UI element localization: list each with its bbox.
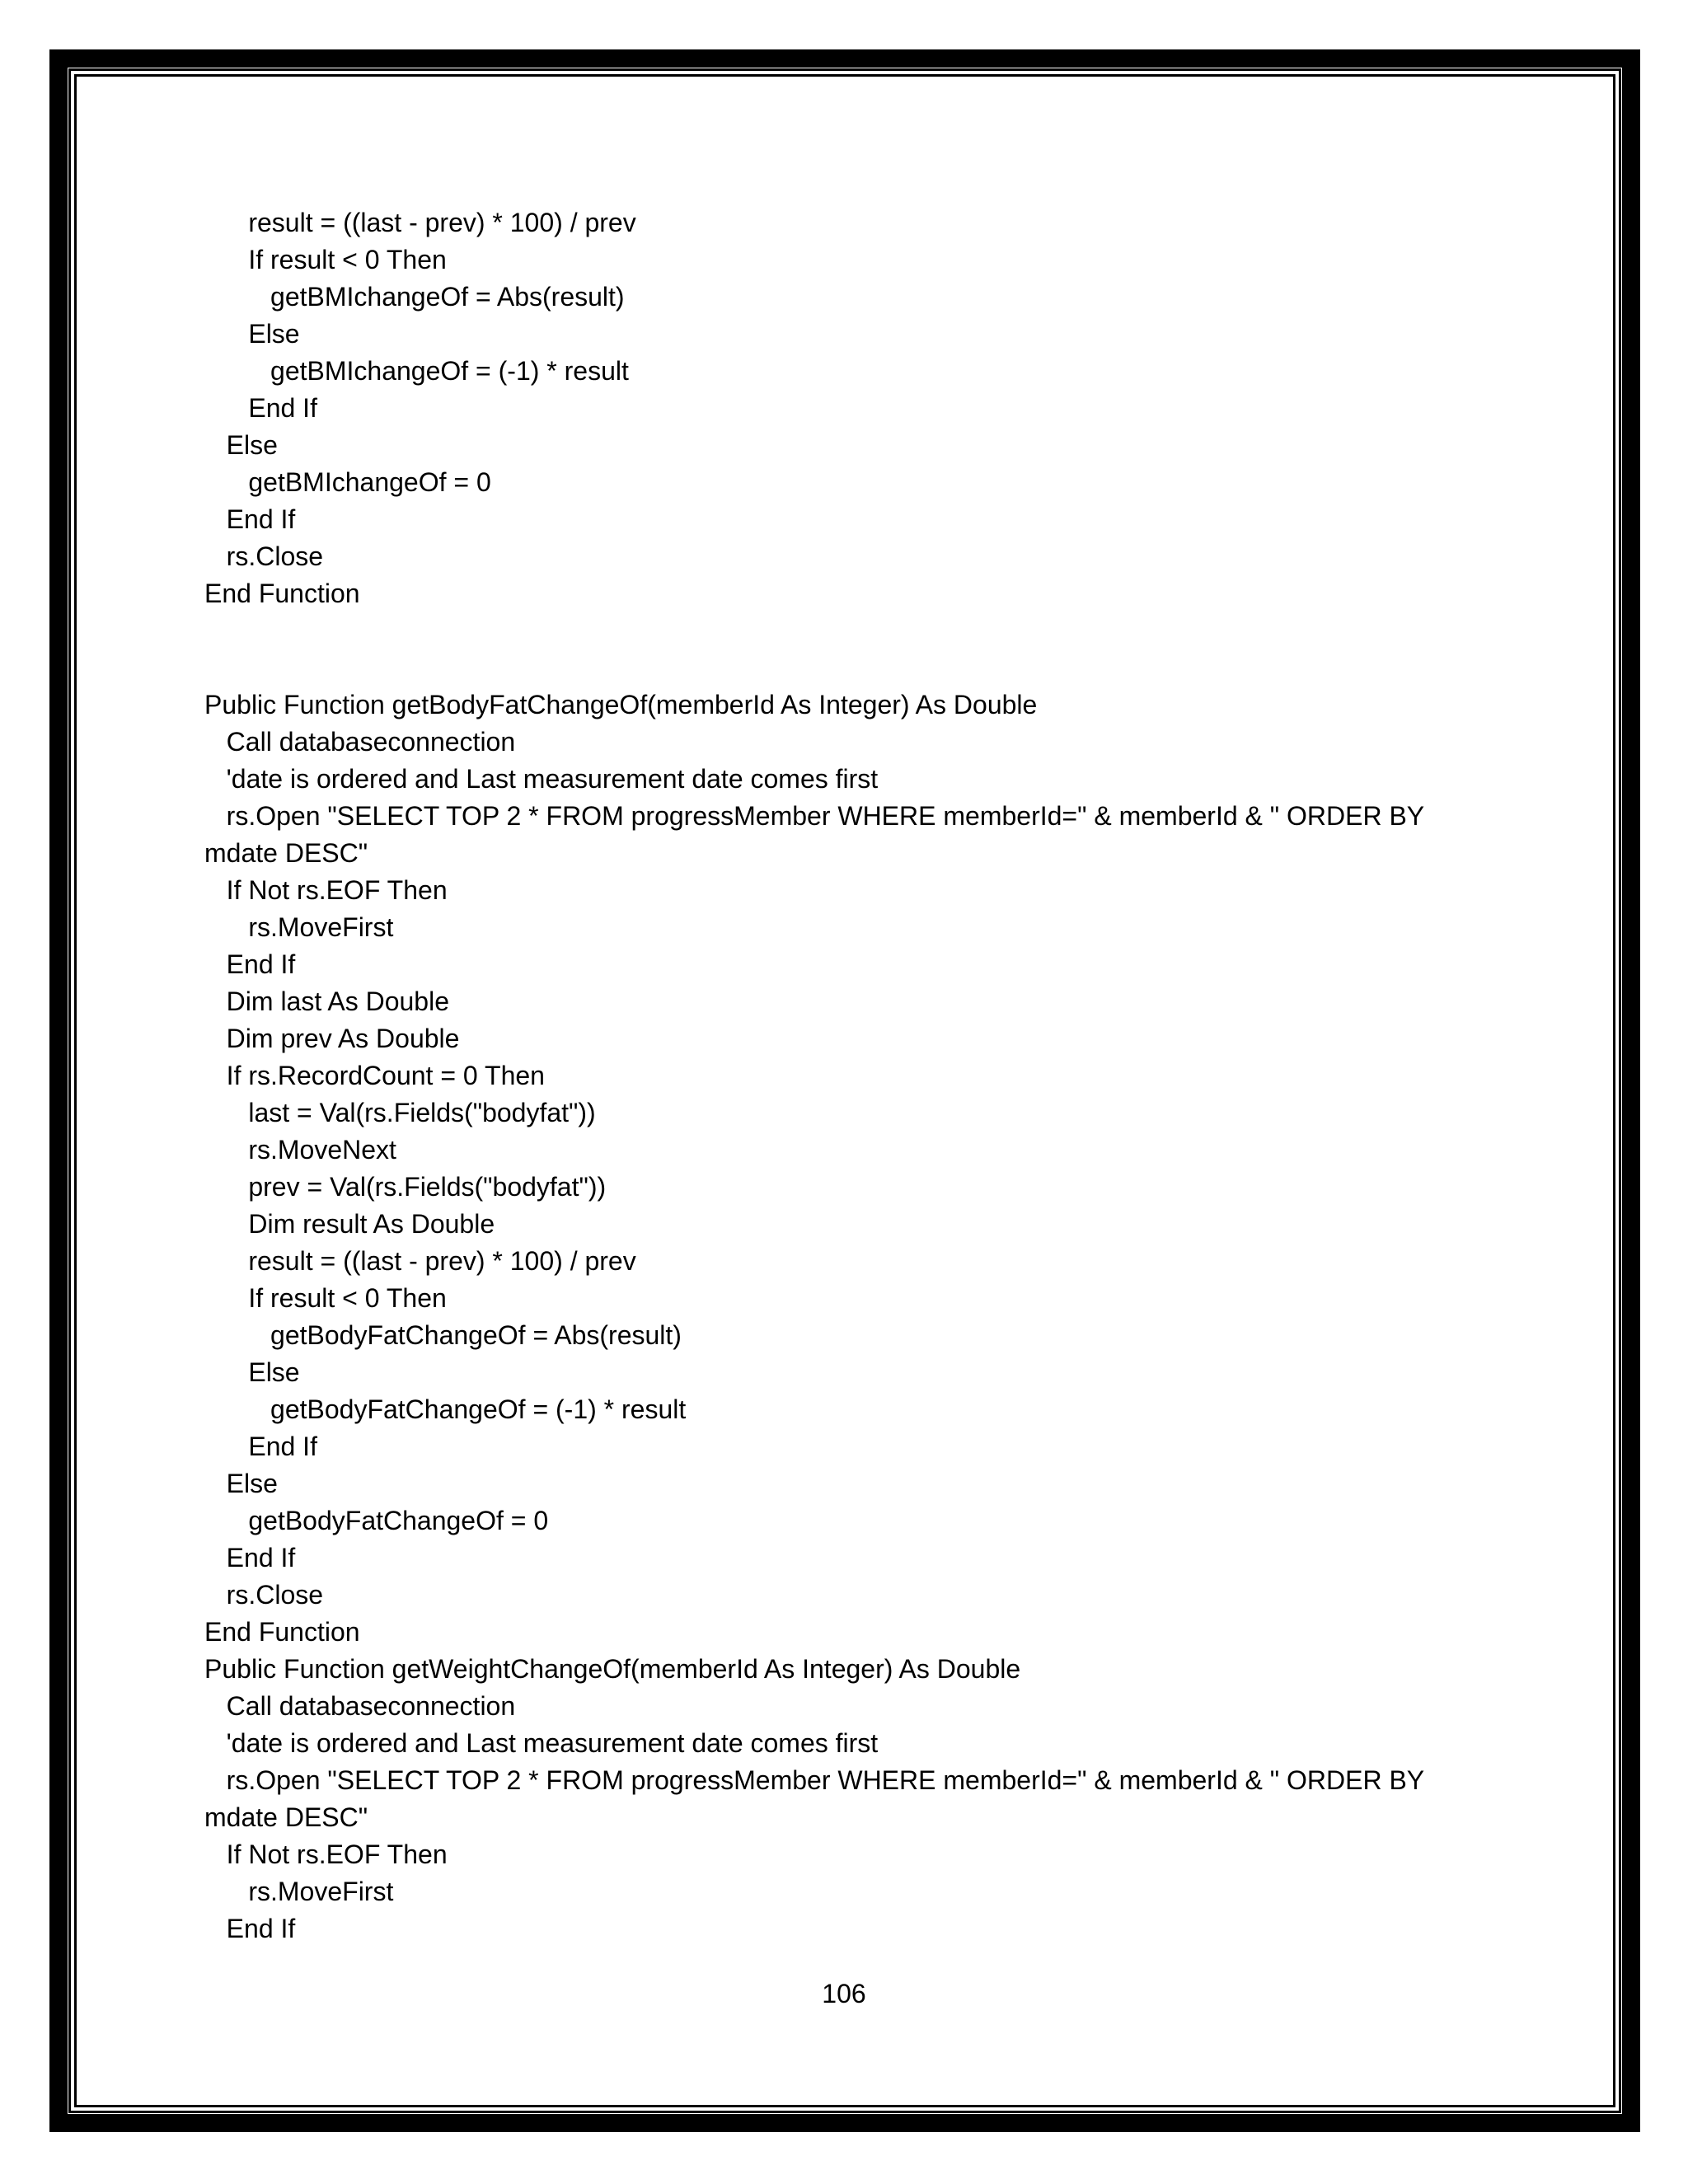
code-line: rs.Close — [204, 1580, 324, 1610]
code-line: End If — [204, 949, 296, 979]
code-line: Dim last As Double — [204, 987, 449, 1016]
code-line — [204, 649, 1474, 687]
code-line: End If — [204, 504, 296, 534]
code-line: mdate DESC" — [204, 1802, 368, 1832]
code-line: 'date is ordered and Last measurement date comes first — [204, 764, 879, 794]
code-line: 'date is ordered and Last measurement date comes first — [204, 1728, 879, 1758]
code-line: Else — [204, 319, 300, 349]
code-line: If result < 0 Then — [204, 245, 447, 274]
code-line: result = ((last - prev) * 100) / prev — [204, 208, 636, 237]
code-line: rs.Close — [204, 541, 324, 571]
code-line: If result < 0 Then — [204, 1283, 447, 1313]
code-line: getBodyFatChangeOf = Abs(result) — [204, 1320, 682, 1350]
code-line: If rs.RecordCount = 0 Then — [204, 1061, 545, 1090]
code-line: getBodyFatChangeOf = (-1) * result — [204, 1394, 687, 1424]
code-line: Call databaseconnection — [204, 727, 516, 757]
code-line: Else — [204, 430, 278, 460]
code-line: End If — [204, 1543, 296, 1572]
code-line: rs.Open "SELECT TOP 2 * FROM progressMember WHERE memberId=" & memberId & " ORDER BY — [204, 1765, 1425, 1795]
code-line: getBMIchangeOf = (-1) * result — [204, 356, 629, 386]
code-line: Else — [204, 1469, 278, 1498]
code-line: rs.Open "SELECT TOP 2 * FROM progressMember WHERE memberId=" & memberId & " ORDER BY — [204, 801, 1425, 831]
code-line: If Not rs.EOF Then — [204, 875, 448, 905]
code-line: Public Function getBodyFatChangeOf(memberId As Integer) As Double — [204, 690, 1038, 719]
code-line: getBMIchangeOf = 0 — [204, 467, 491, 497]
code-line: End If — [204, 393, 317, 423]
code-line: prev = Val(rs.Fields("bodyfat")) — [204, 1172, 607, 1202]
code-line: End If — [204, 1432, 317, 1461]
code-line — [204, 612, 1474, 649]
code-line: rs.MoveNext — [204, 1135, 396, 1165]
code-line: End Function — [204, 579, 360, 608]
code-listing — [204, 204, 1474, 1947]
code-line: Dim prev As Double — [204, 1024, 460, 1053]
code-line: last = Val(rs.Fields("bodyfat")) — [204, 1098, 596, 1127]
code-line: Else — [204, 1357, 300, 1387]
code-line: rs.MoveFirst — [204, 1877, 394, 1906]
code-line: Call databaseconnection — [204, 1691, 516, 1721]
code-line: rs.MoveFirst — [204, 912, 394, 942]
code-line: End Function — [204, 1617, 360, 1647]
code-line: getBodyFatChangeOf = 0 — [204, 1506, 549, 1535]
code-line: getBMIchangeOf = Abs(result) — [204, 282, 625, 312]
code-line: Public Function getWeightChangeOf(memberId As Integer) As Double — [204, 1654, 1021, 1684]
code-line: mdate DESC" — [204, 838, 368, 868]
code-line: End If — [204, 1914, 296, 1943]
code-line: Dim result As Double — [204, 1209, 495, 1239]
code-line: result = ((last - prev) * 100) / prev — [204, 1246, 636, 1276]
code-line: If Not rs.EOF Then — [204, 1840, 448, 1869]
page-number: 106 — [822, 1979, 866, 2008]
